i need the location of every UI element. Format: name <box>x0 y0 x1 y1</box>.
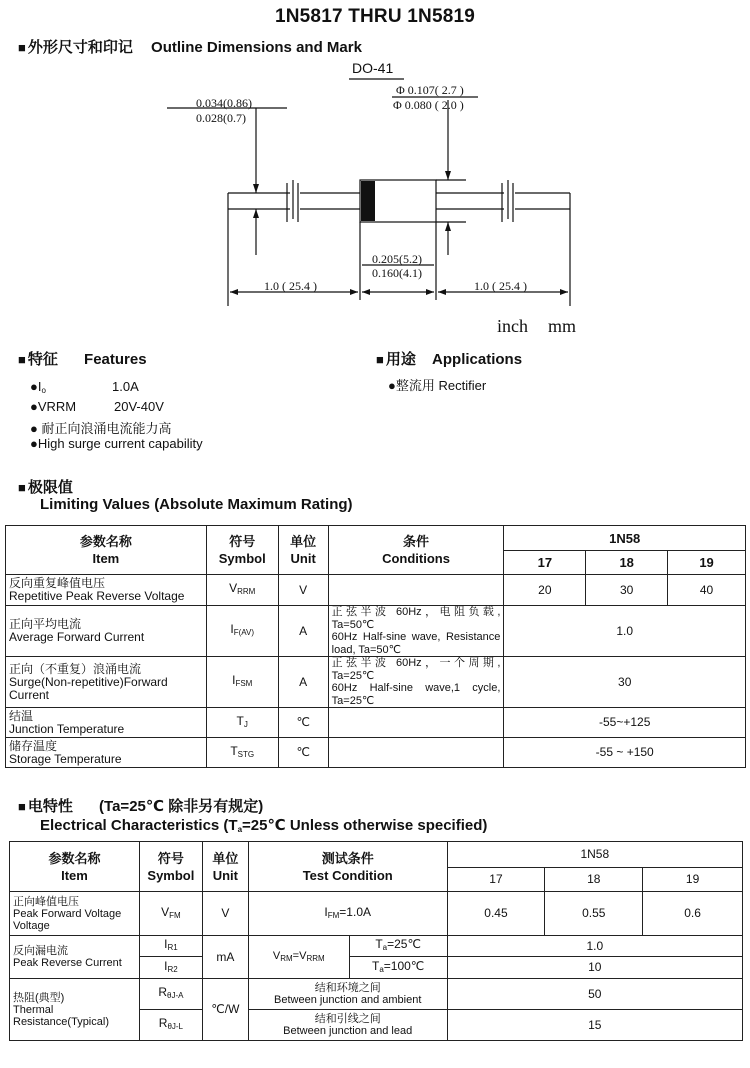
unit-cell: A <box>278 657 328 708</box>
header-unit: 单位 Unit <box>202 842 248 892</box>
item-cell: 正向平均电流 Average Forward Current <box>6 606 207 657</box>
electrical-heading-en <box>40 816 487 834</box>
condition-cell: 正弦半波 60Hz，电阻负载, Ta=50℃ 60Hz Half-sine wave, Resistance load, Ta=50℃ <box>328 606 504 657</box>
header-19: 19 <box>643 868 743 892</box>
bullet-icon: ● <box>30 379 38 394</box>
body-dia-max: Φ 0.107( 2.7 ) <box>396 83 464 97</box>
value-19: 40 <box>668 575 746 606</box>
condition-cell <box>328 575 504 606</box>
symbol-cell: $V_{FM}$ <box>139 892 202 936</box>
package-label: DO-41 <box>352 60 394 76</box>
feature-vrrm <box>30 399 76 414</box>
surge-cn-text: 耐正向浪涌电流能力高 <box>41 421 172 436</box>
electrical-heading-en-b: =25℃ Unless otherwise specified) <box>242 817 488 834</box>
outline-heading-cn: 外形尺寸和印记 <box>27 39 133 56</box>
electrical-table <box>9 841 743 1041</box>
header-17: 17 <box>447 868 545 892</box>
unit-cell: mA <box>202 936 248 979</box>
value-cell: 30 <box>504 657 746 708</box>
square-bullet-icon: ■ <box>18 799 26 814</box>
applications-heading-en: Applications <box>432 351 523 368</box>
unit-cell: ℃ <box>278 738 328 768</box>
bullet-icon: ● <box>30 421 42 436</box>
item-cell: 储存温度 Storage Temperature <box>6 738 207 768</box>
symbol-cell: $R_{\theta J-A}$ <box>139 979 202 1010</box>
body-len-min: 0.160(4.1) <box>372 266 422 280</box>
bullet-icon: ● <box>30 399 38 414</box>
io-label: I <box>37 379 42 394</box>
electrical-heading-cn-text: 电特性 <box>27 798 73 815</box>
unit-cell: A <box>278 606 328 657</box>
header-test-condition: 测试条件 Test Condition <box>248 842 447 892</box>
value-18: 30 <box>586 575 668 606</box>
item-cell: 热阻(典型) Thermal Resistance(Typical) <box>10 979 140 1041</box>
outline-heading-en: Outline Dimensions and Mark <box>151 39 362 56</box>
unit-inch: inch <box>497 316 528 336</box>
limiting-heading-cn <box>18 476 73 497</box>
io-sub: o <box>41 386 46 395</box>
feature-io <box>30 379 46 395</box>
table-row <box>6 606 746 657</box>
header-series: 1N58 <box>447 842 742 868</box>
square-bullet-icon: ■ <box>18 352 26 367</box>
symbol-cell: $I_{R2}$ <box>139 957 202 979</box>
square-bullet-icon: ■ <box>18 480 26 495</box>
table-row <box>10 936 743 957</box>
applications-heading-cn: 用途 <box>385 351 416 368</box>
unit-cell: V <box>278 575 328 606</box>
symbol-cell: $I_{R1}$ <box>139 936 202 957</box>
body-dia-min: Φ 0.080 ( 2.0 ) <box>393 98 464 112</box>
header-19: 19 <box>668 551 746 575</box>
condition-cell: 正弦半波 60Hz，一个周期, Ta=25℃ 60Hz Half-sine wave,1 cycle, Ta=25℃ <box>328 657 504 708</box>
unit-cell: ℃/W <box>202 979 248 1041</box>
application-item <box>388 375 486 394</box>
applications-heading <box>376 348 522 369</box>
item-cell: 正向（不重复）浪涌电流 Surge(Non-repetitive)Forward Current <box>6 657 207 708</box>
value-18: 0.55 <box>545 892 643 936</box>
item-cell: 反向漏电流 Peak Reverse Current <box>10 936 140 979</box>
limiting-heading-cn-text: 极限值 <box>27 479 73 496</box>
feature-surge-en <box>30 436 203 451</box>
value-cell: 15 <box>447 1010 742 1041</box>
unit-mm: mm <box>548 316 577 336</box>
value-19: 0.6 <box>643 892 743 936</box>
header-symbol: 符号 Symbol <box>206 526 278 575</box>
cathode-band <box>361 181 375 221</box>
item-cell: 反向重复峰值电压 Repetitive Peak Reverse Voltage <box>6 575 207 606</box>
condition-cell: 结和引线之间 Between junction and lead <box>248 1010 447 1041</box>
io-value: 1.0A <box>112 379 139 394</box>
value-cell: 1.0 <box>504 606 746 657</box>
surge-en-text: High surge current capability <box>37 436 203 451</box>
symbol-cell: $T_J$ <box>206 708 278 738</box>
page-title: 1N5817 THRU 1N5819 <box>274 6 476 27</box>
header-item: 参数名称 Item <box>10 842 140 892</box>
electrical-heading-cn <box>18 795 263 816</box>
table-row <box>10 892 743 936</box>
limiting-table <box>5 525 746 768</box>
header-unit: 单位 Unit <box>278 526 328 575</box>
value-cell: 1.0 <box>447 936 742 957</box>
condition-cell <box>328 738 504 768</box>
condition-cell: $I_{FM}=1.0A$ <box>248 892 447 936</box>
square-bullet-icon: ■ <box>376 352 384 367</box>
square-bullet-icon: ■ <box>18 40 26 55</box>
bullet-icon: ● <box>388 378 396 393</box>
value-cell: -55 ~ +150 <box>504 738 746 768</box>
value-17: 0.45 <box>447 892 545 936</box>
header-symbol: 符号 Symbol <box>139 842 202 892</box>
lead-dia-max: 0.034(0.86) <box>196 96 252 110</box>
table-row <box>6 738 746 768</box>
outline-drawing <box>0 0 750 340</box>
bullet-icon: ● <box>30 436 38 451</box>
condition-cell: 结和环境之间 Between junction and ambient <box>248 979 447 1010</box>
symbol-cell: $T_{STG}$ <box>206 738 278 768</box>
header-series: 1N58 <box>504 526 746 551</box>
unit-cell: V <box>202 892 248 936</box>
symbol-cell: $R_{\theta J-L}$ <box>139 1010 202 1041</box>
value-17: 20 <box>504 575 586 606</box>
item-cell: 正向峰值电压 Peak Forward Voltage Voltage <box>10 892 140 936</box>
symbol-cell: $I_{FSM}$ <box>206 657 278 708</box>
features-heading <box>18 348 147 369</box>
table-row <box>10 979 743 1010</box>
symbol-cell: $I_{F(AV)}$ <box>206 606 278 657</box>
lead-dia-min: 0.028(0.7) <box>196 111 246 125</box>
vrrm-value: 20V-40V <box>114 399 164 414</box>
temperature-cell: $T_a=100℃$ <box>349 957 447 979</box>
features-heading-cn: 特征 <box>27 351 58 368</box>
limiting-heading-en: Limiting Values (Absolute Maximum Rating) <box>40 496 353 513</box>
condition-cell: $V_{RM}=V_{RRM}$ <box>248 936 349 979</box>
electrical-heading-en-sub: a <box>237 825 243 834</box>
feature-surge-cn <box>30 418 171 437</box>
header-18: 18 <box>586 551 668 575</box>
value-cell: -55~+125 <box>504 708 746 738</box>
header-conditions: 条件 Conditions <box>328 526 504 575</box>
header-18: 18 <box>545 868 643 892</box>
table-row <box>6 657 746 708</box>
table-row <box>6 708 746 738</box>
table-row <box>6 575 746 606</box>
value-cell: 10 <box>447 957 742 979</box>
electrical-heading-cond: (Ta=25℃ 除非另有规定) <box>99 798 264 815</box>
body-len-max: 0.205(5.2) <box>372 252 422 266</box>
lead-len-left: 1.0 ( 25.4 ) <box>264 279 317 293</box>
application-text: 整流用 Rectifier <box>395 378 487 393</box>
features-heading-en: Features <box>84 351 147 368</box>
temperature-cell: $T_a=25℃$ <box>349 936 447 957</box>
value-cell: 50 <box>447 979 742 1010</box>
electrical-heading-en-a: Electrical Characteristics (T <box>40 817 238 834</box>
header-item: 参数名称 Item <box>6 526 207 575</box>
header-17: 17 <box>504 551 586 575</box>
item-cell: 结温 Junction Temperature <box>6 708 207 738</box>
lead-len-right: 1.0 ( 25.4 ) <box>474 279 527 293</box>
vrrm-label: VRRM <box>37 399 77 414</box>
unit-cell: ℃ <box>278 708 328 738</box>
condition-cell <box>328 708 504 738</box>
symbol-cell: $V_{RRM}$ <box>206 575 278 606</box>
